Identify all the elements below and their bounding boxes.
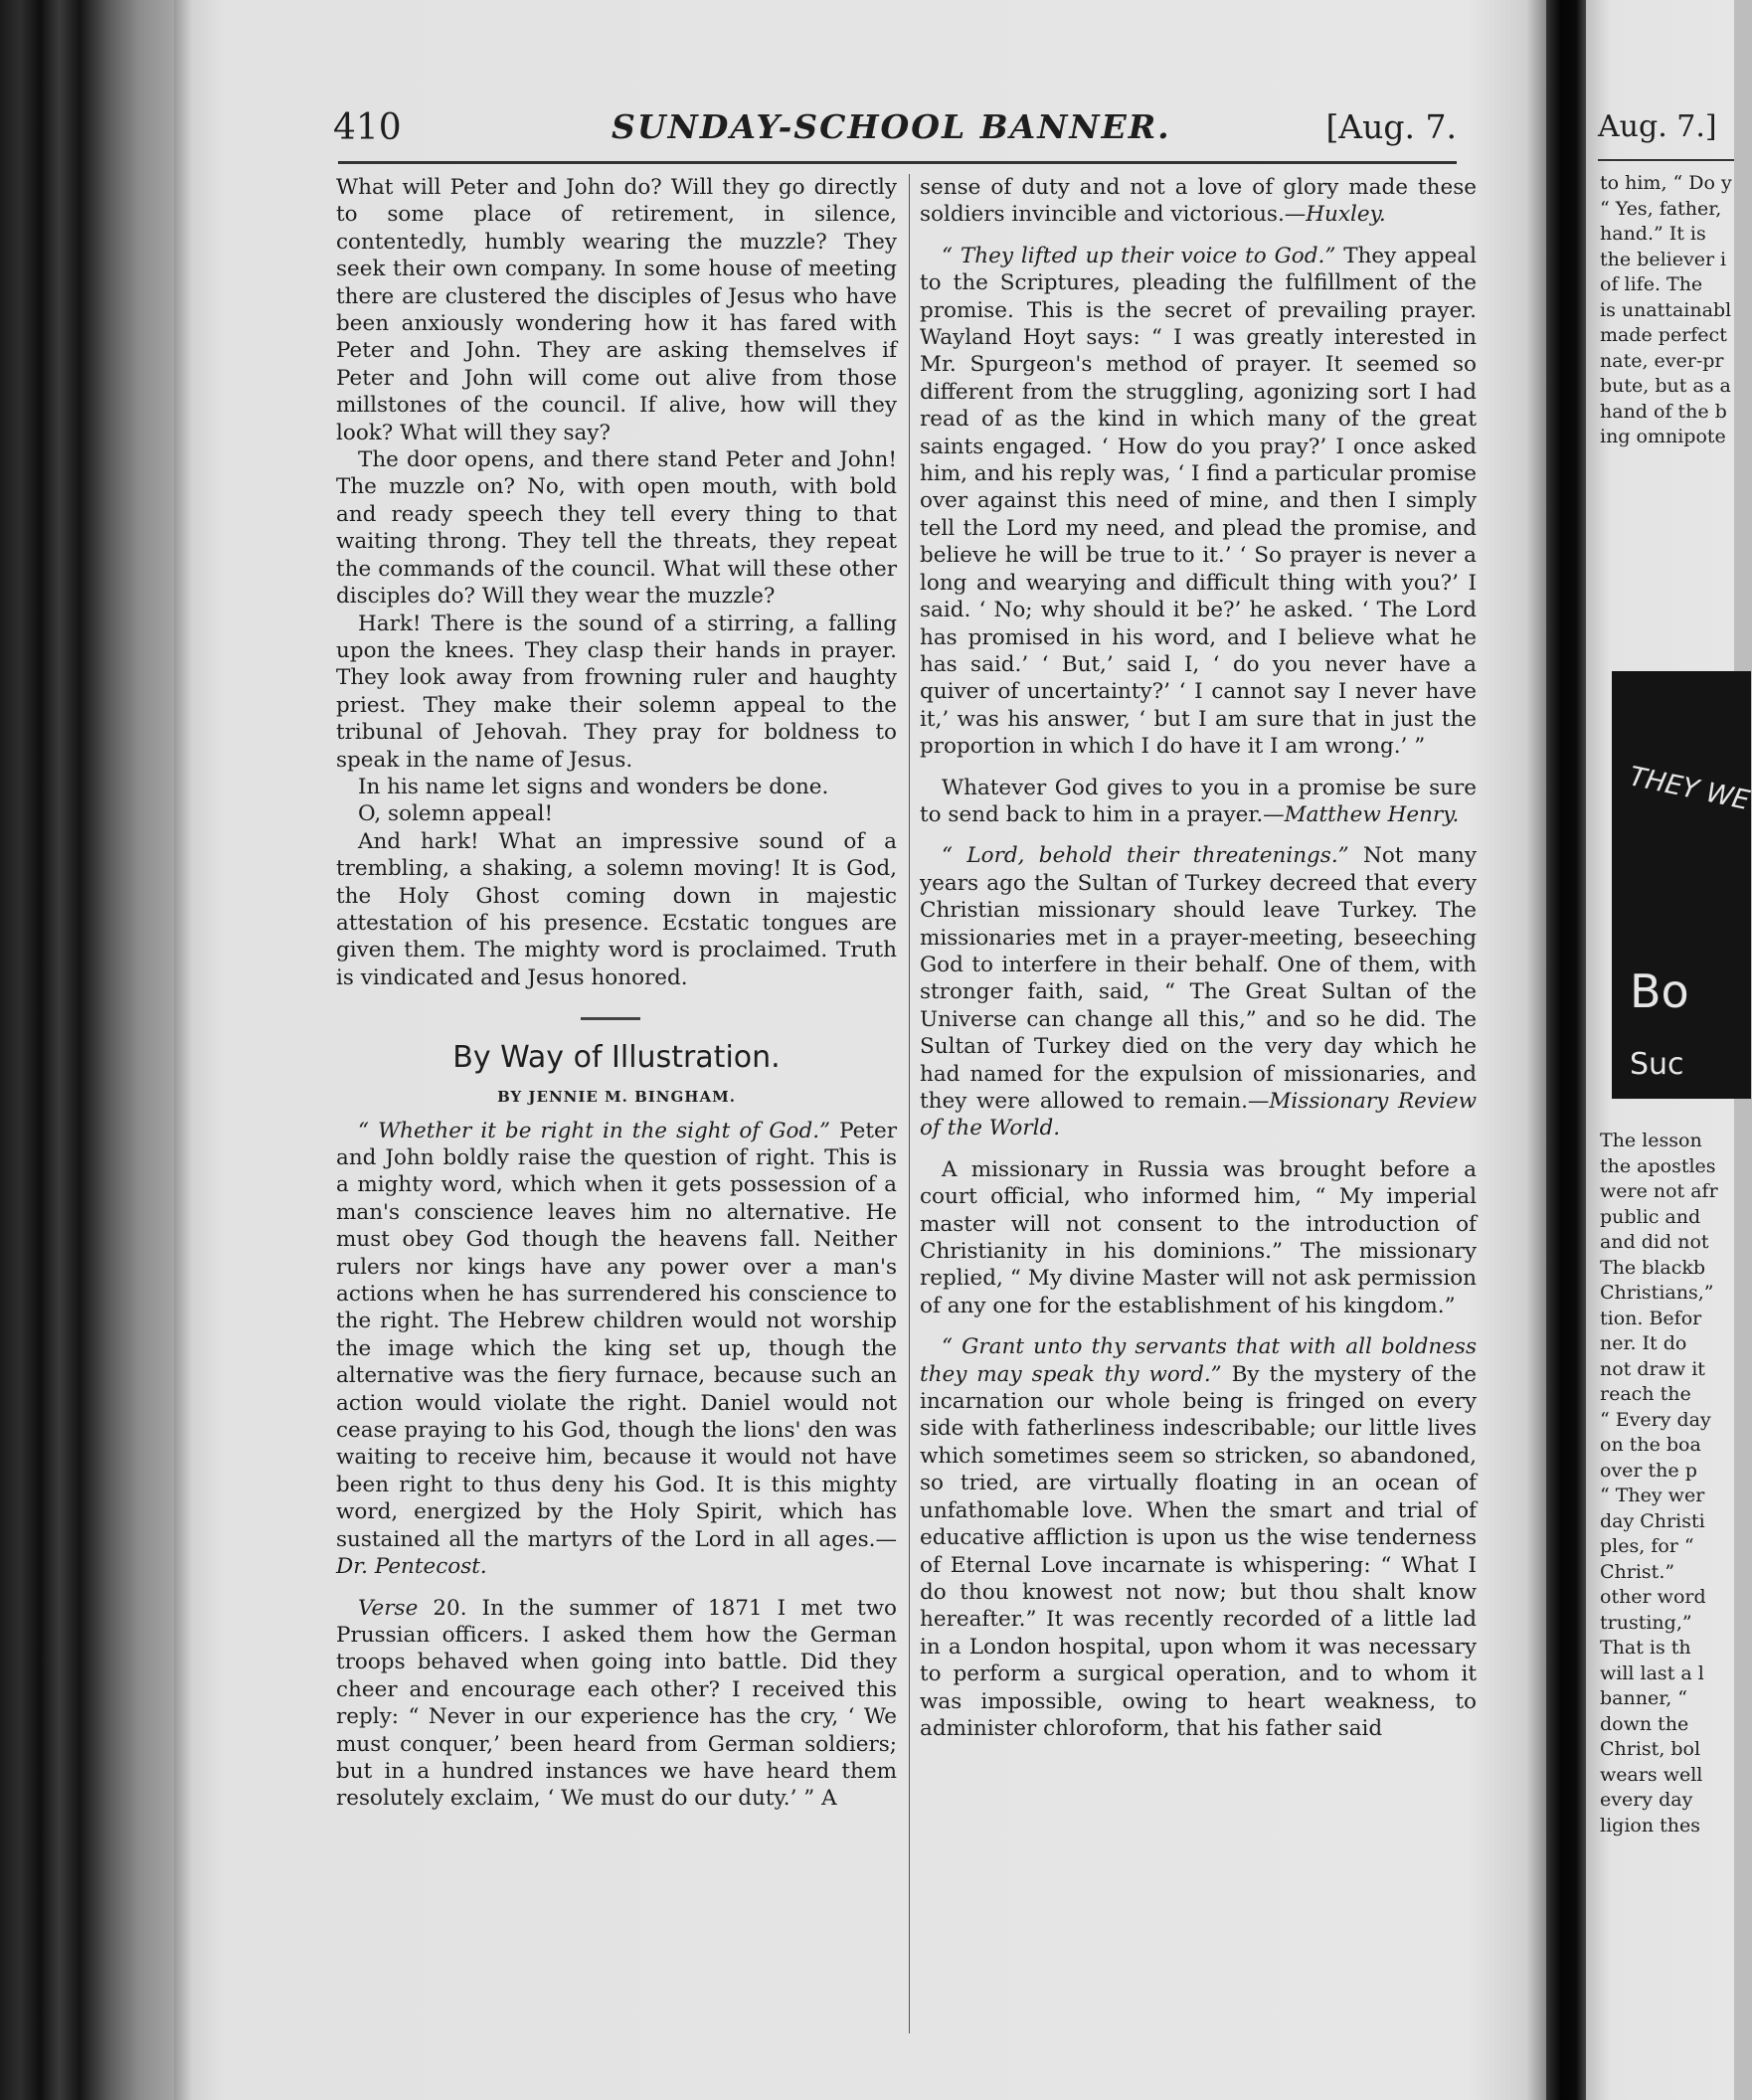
text-line: down the [1600, 1712, 1689, 1735]
scripture-quote: “ They lifted up their voice to God.” [942, 243, 1336, 268]
text-line: were not afr [1600, 1180, 1718, 1202]
text-line: ples, for “ [1600, 1535, 1694, 1557]
citation: Dr. Pentecost. [336, 1554, 487, 1580]
citation: Matthew Henry. [1284, 801, 1460, 827]
text-line: banner, “ [1600, 1687, 1687, 1709]
right-header-date: Aug. 7.] [1598, 109, 1717, 144]
scripture-quote: “ Lord, behold their threatenings.” [942, 843, 1349, 869]
right-text-top [1600, 171, 1732, 450]
text-line: and did not [1600, 1231, 1709, 1253]
text-line: Christians,” [1600, 1282, 1714, 1304]
text-line: ing omnipote [1600, 426, 1726, 447]
text-line: the apostles [1600, 1154, 1716, 1177]
paragraph-text: By the mystery of the incarnation our whole being is fringed on every side with fatherliness indescribable; our little lives which sometimes seem so stricken, so abandoned, so tried, are virtually floating in an ocean of unfathomable love. When the smart and trial of educative affliction is upon us the wise tenderness of Eternal Love incarnate is whispering: “ What I do thou knowest not now; but thou shalt know hereafter.” It was recently recorded of a little lad in a London hospital, upon whom it was necessary to perform a surgical operation, and to whom it was impossible, owing to heart weakness, to administer chloroform, that his father said [920, 1361, 1478, 1741]
text-line: not draw it [1600, 1357, 1705, 1380]
right-page [1586, 0, 1752, 2100]
citation: Huxley. [1306, 202, 1386, 228]
text-line: made perfect [1600, 324, 1727, 346]
book-binding [0, 0, 174, 2100]
text-line: to him, “ Do y [1600, 172, 1732, 194]
text-line: public and [1600, 1205, 1701, 1228]
text-line: ligion thes [1600, 1814, 1700, 1837]
blackboard-text: Bo [1630, 964, 1689, 1018]
text-line: over the p [1600, 1459, 1697, 1482]
scripture-quote: “ Whether it be right in the sight of God.” [358, 1118, 831, 1143]
paragraph [336, 1118, 897, 1581]
text-line: hand of the b [1600, 400, 1727, 423]
text-line: nate, ever-pr [1600, 349, 1724, 372]
text-line: will last a l [1600, 1662, 1704, 1684]
paragraph [920, 842, 1477, 1141]
header-rule [338, 161, 1457, 164]
blackboard-text: THEY WE [1626, 761, 1752, 817]
paragraph: In his name let signs and wonders be done. [358, 774, 829, 799]
column-divider [909, 174, 910, 2033]
right-column [920, 174, 1477, 1742]
paragraph-text: sense of duty and not a love of glory made these soldiers invincible and victorious.— [920, 175, 1477, 228]
text-line: ner. It do [1600, 1332, 1687, 1354]
paragraph: O, solemn appeal! [358, 801, 554, 827]
text-line: bute, but as a [1600, 375, 1731, 397]
text-line: Christ.” [1600, 1560, 1675, 1583]
paragraph [920, 174, 1477, 229]
text-line: “ Every day [1600, 1408, 1711, 1431]
text-line: other word [1600, 1586, 1706, 1608]
verse-label: Verse [358, 1595, 419, 1621]
text-line: wears well [1600, 1763, 1703, 1786]
text-line: every day [1600, 1789, 1693, 1811]
paragraph-text: Not many years ago the Sultan of Turkey decreed that every Christian missionary should leave Turkey. The missionaries met in a prayer-meeting, beseeching God to interfere in their behalf. One of them, with stronger faith, said, “ The Great Sultan of the Universe can change all this,” and so he did. The Sultan of Turkey died on the very day which he had named for the expulsion of missionaries, and they were allowed to remain.— [920, 843, 1477, 1114]
paragraph [920, 243, 1477, 761]
text-line: hand.” It is [1600, 223, 1706, 245]
book-gutter [1546, 0, 1586, 2100]
paragraph: And hark! What an impressive sound of a trembling, a shaking, a solemn moving! It is God, the Holy Ghost coming down in majestic attestation of his presence. Ecstatic tongues are given them. The mighty word is proclaimed. Truth is vindicated and Jesus honored. [336, 828, 897, 990]
text-line: the believer i [1600, 248, 1727, 270]
paragraph [920, 1333, 1477, 1742]
paragraph: Hark! There is the sound of a stirring, a falling upon the knees. They clasp their hands in prayer. They look away from frowning ruler and haughty priest. They make their solemn appeal to the tribunal of Jehovah. They pray for boldness to speak in the name of Jesus. [336, 611, 897, 773]
right-header-rule [1598, 159, 1734, 161]
scripture-quote: “ Grant unto thy servants that with all boldness they may speak thy word.” [920, 1334, 1477, 1387]
blackboard-text: Suc [1630, 1047, 1684, 1082]
header-date: [Aug. 7. [1325, 107, 1457, 146]
paragraph: The door opens, and there stand Peter and John! The muzzle on? No, with open mouth, with bold and ready speech they tell every thing to that waiting throng. They tell the threats, they repeat the commands of the council. What will these other disciples do? Will they wear the muzzle? [336, 447, 897, 610]
page-header [333, 107, 1457, 157]
paragraph-text: Peter and John boldly raise the question of right. This is a mighty word, which when it gets possession of a man's conscience leaves him no alternative. He must obey God though the heavens fall. Neither rulers nor kings have any power over a man's actions when he has surrendered his conscience to the right. The Hebrew children would not worship the image which the king set up, though the alternative was the fiery furnace, because such an action would violate the right. Daniel would not cease praying to his God, though the lions' den was waiting to receive him, because it would not have been right to thus deny his God. It is this mighty word, energized by the Holy Spirit, which has sustained all the martyrs of the Lord in all ages.— [336, 1118, 897, 1552]
page-number: 410 [333, 107, 402, 148]
citation: Missionary Review of the World. [920, 1089, 1477, 1141]
text-line: day Christi [1600, 1509, 1705, 1532]
left-column [336, 174, 897, 1813]
text-line: trusting,” [1600, 1611, 1692, 1634]
right-text-bottom [1600, 1129, 1718, 1838]
text-line: Christ, bol [1600, 1738, 1701, 1760]
byline: BY JENNIE M. BINGHAM. [497, 1088, 736, 1107]
text-line: on the boa [1600, 1434, 1701, 1456]
paragraph-text: Whatever God gives to you in a promise be sure to send back to him in a prayer.— [920, 775, 1477, 827]
paragraph-text: They appeal to the Scriptures, pleading the fulfillment of the promise. This is the secret of prevailing prayer. Wayland Hoyt says: “ I was greatly interested in Mr. Spurgeon's method of prayer. It seemed so different from the struggling, agonizing sort I had read of as the kind in which many of the great saints engaged. ‘ How do you pray?’ I once asked him, and his reply was, ‘ I find a particular promise over against this need of mine, and then I simply tell the Lord my need, and plead the promise, and believe he will be true to it.’ ‘ So prayer is never a long and wearying and difficult thing with you?’ I said. ‘ No; why should it be?’ he asked. ‘ The Lord has promised in his word, and I believe what he has said.’ ‘ But,’ said I, ‘ do you never have a quiver of uncertainty?’ ‘ I cannot say I never have it,’ was his answer, ‘ but I am sure that in just the proportion in which I do have it I am wrong.’ ” [920, 243, 1477, 760]
text-line: The blackb [1600, 1256, 1706, 1279]
paragraph: A missionary in Russia was brought before a court official, who informed him, “ My imperial master will not consent to the introduction of Christianity in his dominions.” The missionary replied, “ My divine Master will not ask permission of any one for the establishment of his kingdom.” [920, 1156, 1477, 1318]
paragraph-text: 20. In the summer of 1871 I met two Prussian officers. I asked them how the German troops behaved when going into battle. Did they cheer and encourage each other? I received this reply: “ Never in our experience has the cry, ‘ We must conquer,’ been heard from German soldiers; but in a hundred instances we have heard them resolutely exclaim, ‘ We must do our duty.’ ” A [336, 1595, 897, 1812]
text-line: is unattainabl [1600, 298, 1732, 321]
text-line: tion. Befor [1600, 1307, 1702, 1329]
paragraph [920, 775, 1477, 829]
paragraph: What will Peter and John do? Will they go directly to some place of retirement, in silence, contentedly, humbly wearing the muzzle? They seek their own company. In some house of meeting there are clustered the disciples of Jesus who have been anxiously wondering how it has fared with Peter and John. They are asking themselves if Peter and John will come out alive from those millstones of the council. If alive, how will they look? What will they say? [336, 175, 897, 445]
paragraph [336, 1595, 897, 1813]
text-line: That is th [1600, 1637, 1691, 1659]
blackboard-illustration [1612, 671, 1751, 1099]
text-line: The lesson [1600, 1130, 1702, 1151]
text-line: reach the [1600, 1383, 1691, 1405]
text-line: “ They wer [1600, 1485, 1705, 1506]
text-line: of life. The [1600, 273, 1703, 295]
journal-title: SUNDAY-SCHOOL BANNER. [612, 107, 1171, 146]
section-title: By Way of Illustration. [452, 1040, 781, 1076]
section-ornament [581, 1017, 640, 1020]
text-line: “ Yes, father, [1600, 197, 1722, 220]
